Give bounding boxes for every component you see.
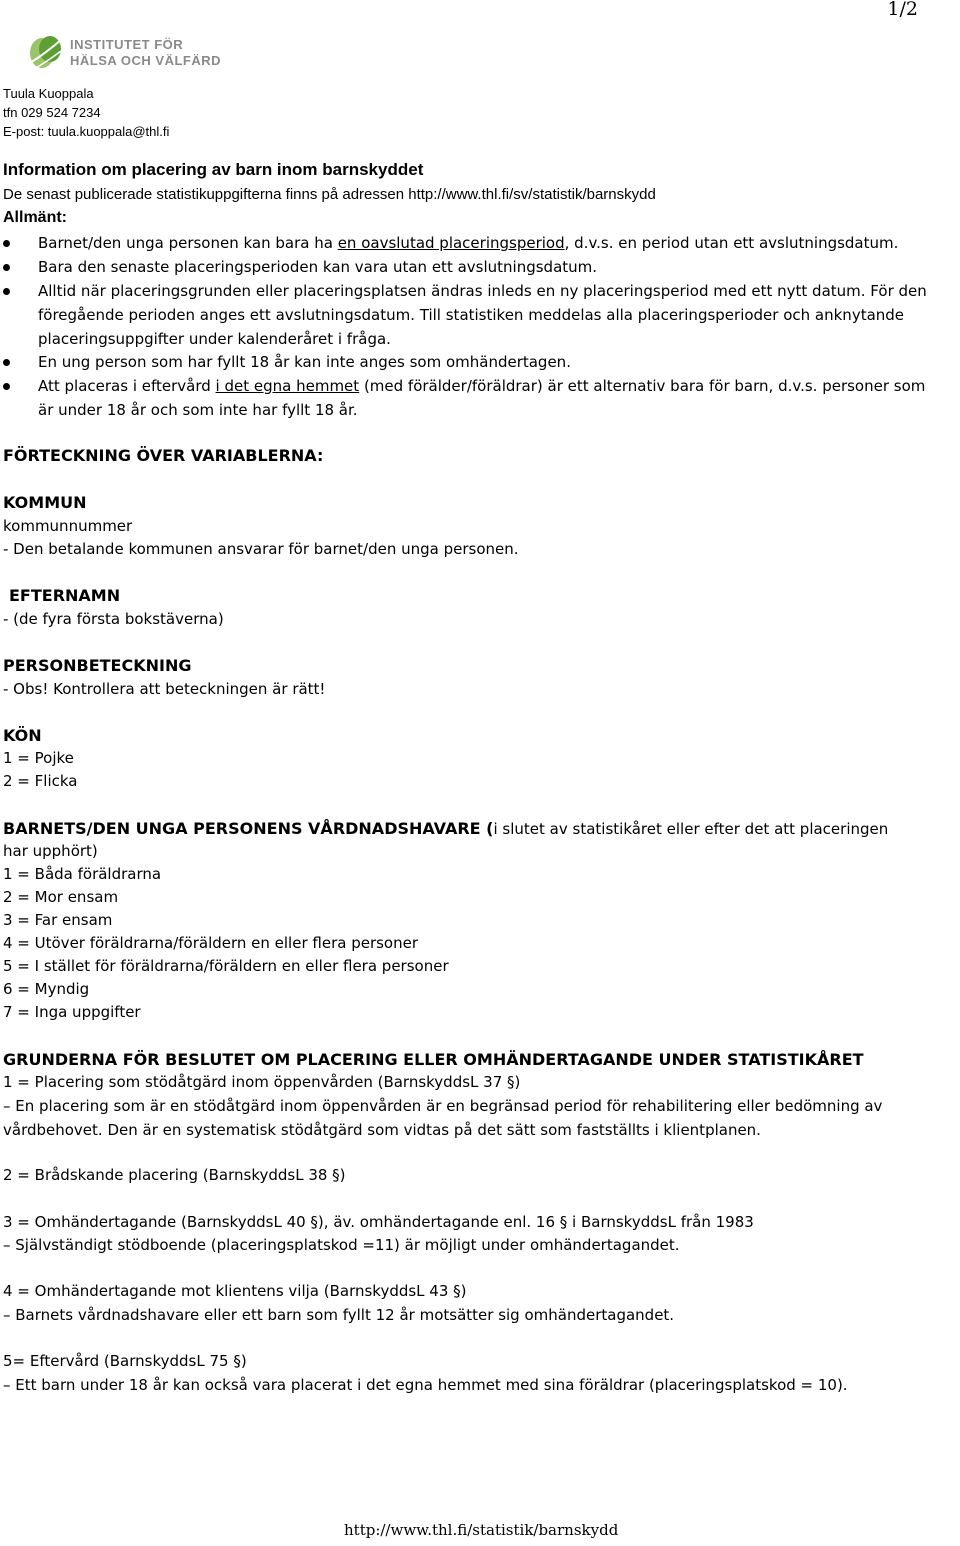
vardnad-item: 1 = Båda föräldrarna: [3, 865, 162, 883]
grunder-item-1-desc-1: – En placering som är en stödåtgärd inom öppenvården är en begränsad period för rehabilitering eller bedömning av: [3, 1097, 883, 1115]
efternamn-line-1: - (de fyra första bokstäverna): [3, 610, 224, 628]
bullet-item-3-line-1: Alltid när placeringsgrunden eller placeringsplatsen ändras inleds en ny placeringsperiod med ett nytt datum. För den: [38, 282, 927, 300]
kommun-heading: KOMMUN: [3, 493, 87, 512]
institution-logo: [28, 33, 228, 75]
vardnad-item: 2 = Mor ensam: [3, 888, 119, 906]
vardnad-item: 4 = Utöver föräldrarna/föräldern en eller flera personer: [3, 934, 419, 952]
bullet-item-5: [38, 375, 925, 398]
bullet-item-3-line-2: föregående perioden anges ett avslutningsdatum. Till statistiken meddelas alla placeringsperioder och anknytande: [38, 306, 905, 324]
grunder-item-3-desc: – Självständigt stödboende (placeringsplatskod =11) är möjligt under omhändertagandet.: [3, 1236, 680, 1254]
bullet-5-text-a: Att placeras i eftervård: [38, 377, 216, 395]
contact-block: [3, 84, 169, 141]
vardnad-item: 6 = Myndig: [3, 980, 90, 998]
personbeteckning-heading: PERSONBETECKNING: [3, 656, 192, 675]
page-number: 1/2: [887, 0, 918, 20]
grunder-item-2: 2 = Brådskande placering (BarnskyddsL 38 §): [3, 1166, 346, 1184]
grunder-item-5: 5= Eftervård (BarnskyddsL 75 §): [3, 1352, 247, 1370]
vardnad-heading-line-2: har upphört): [3, 842, 98, 860]
vardnad-item: 3 = Far ensam: [3, 911, 113, 929]
bullet-5-underlined: i det egna hemmet: [215, 377, 360, 395]
logo-text-line2: HÄLSA OCH VÄLFÄRD: [70, 53, 222, 68]
logo-text-line1: INSTITUTET FÖR: [70, 37, 184, 52]
general-heading: Allmänt:: [3, 209, 67, 226]
bullet-item-1: [38, 232, 898, 255]
kon-heading: KÖN: [3, 726, 42, 745]
kommun-line-1: kommunnummer: [3, 517, 133, 535]
vardnad-heading-bold: BARNETS/DEN UNGA PERSONENS VÅRDNADSHAVARE (: [3, 819, 494, 838]
kommun-line-2: - Den betalande kommunen ansvarar för barnet/den unga personen.: [3, 540, 519, 558]
kon-item: 2 = Flicka: [3, 772, 78, 790]
bullet-marker: [3, 359, 10, 366]
contact-name: Tuula Kuoppala: [3, 86, 94, 101]
bullet-marker: [3, 288, 10, 295]
logo-leaf-icon: [28, 33, 64, 73]
efternamn-heading: EFTERNAMN: [9, 586, 121, 605]
bullet-item-2: Bara den senaste placeringsperioden kan vara utan ett avslutningsdatum.: [38, 258, 598, 276]
bullet-marker: [3, 240, 10, 247]
bullet-1-underlined: en oavslutad placeringsperiod: [337, 234, 565, 252]
contact-email: E-post: tuula.kuoppala@thl.fi: [3, 124, 170, 139]
bullet-marker: [3, 383, 10, 390]
vardnad-item: 7 = Inga uppgifter: [3, 1003, 141, 1021]
bullet-item-5-line-2: är under 18 år och som inte har fyllt 18 år.: [38, 401, 358, 419]
personbeteckning-line-1: - Obs! Kontrollera att beteckningen är rätt!: [3, 680, 326, 698]
contact-phone: tfn 029 524 7234: [3, 105, 101, 120]
grunder-item-5-desc: – Ett barn under 18 år kan också vara placerat i det egna hemmet med sina föräldrar (placeringsplatskod = 10).: [3, 1376, 848, 1394]
bullet-1-text-a: Barnet/den unga personen kan bara ha: [38, 234, 338, 252]
bullet-item-3-line-3: placeringsuppgifter under kalenderåret i fråga.: [38, 330, 391, 348]
bullet-marker: [3, 264, 10, 271]
bullet-5-text-b: (med förälder/föräldrar) är ett alternativ bara för barn, d.v.s. personer som: [359, 377, 926, 395]
grunder-item-3: 3 = Omhändertagande (BarnskyddsL 40 §), äv. omhändertagande enl. 16 § i BarnskyddsL från 1983: [3, 1213, 754, 1231]
grunder-item-1: 1 = Placering som stödåtgärd inom öppenvården (BarnskyddsL 37 §): [3, 1073, 521, 1091]
grunder-item-4-desc: – Barnets vårdnadshavare eller ett barn som fyllt 12 år motsätter sig omhändertagandet.: [3, 1306, 675, 1324]
vardnad-item: 5 = I stället för föräldrarna/föräldern en eller flera personer: [3, 957, 449, 975]
intro-text: De senast publicerade statistikuppgifterna finns på adressen http://www.thl.fi/sv/statistik/barnskydd: [3, 186, 656, 203]
bullet-item-4: En ung person som har fyllt 18 år kan inte anges som omhändertagen.: [38, 353, 571, 371]
grunder-heading: GRUNDERNA FÖR BESLUTET OM PLACERING ELLER OMHÄNDERTAGANDE UNDER STATISTIKÅRET: [3, 1050, 864, 1069]
kon-item: 1 = Pojke: [3, 749, 74, 767]
footer-url[interactable]: http://www.thl.fi/statistik/barnskydd: [344, 1521, 619, 1539]
bullet-1-text-b: , d.v.s. en period utan ett avslutningsdatum.: [564, 234, 899, 252]
grunder-item-1-desc-2: vårdbehovet. Den är en systematisk stödåtgärd som vidtas på det sätt som fastställts i klientplanen.: [3, 1121, 761, 1139]
variables-heading: FÖRTECKNING ÖVER VARIABLERNA:: [3, 446, 324, 465]
vardnad-heading-rest: i slutet av statistikåret eller efter det att placeringen: [493, 820, 889, 838]
grunder-item-4: 4 = Omhändertagande mot klientens vilja (BarnskyddsL 43 §): [3, 1282, 467, 1300]
vardnad-heading: [3, 817, 888, 841]
document-title: Information om placering av barn inom barnskyddet: [3, 160, 424, 179]
